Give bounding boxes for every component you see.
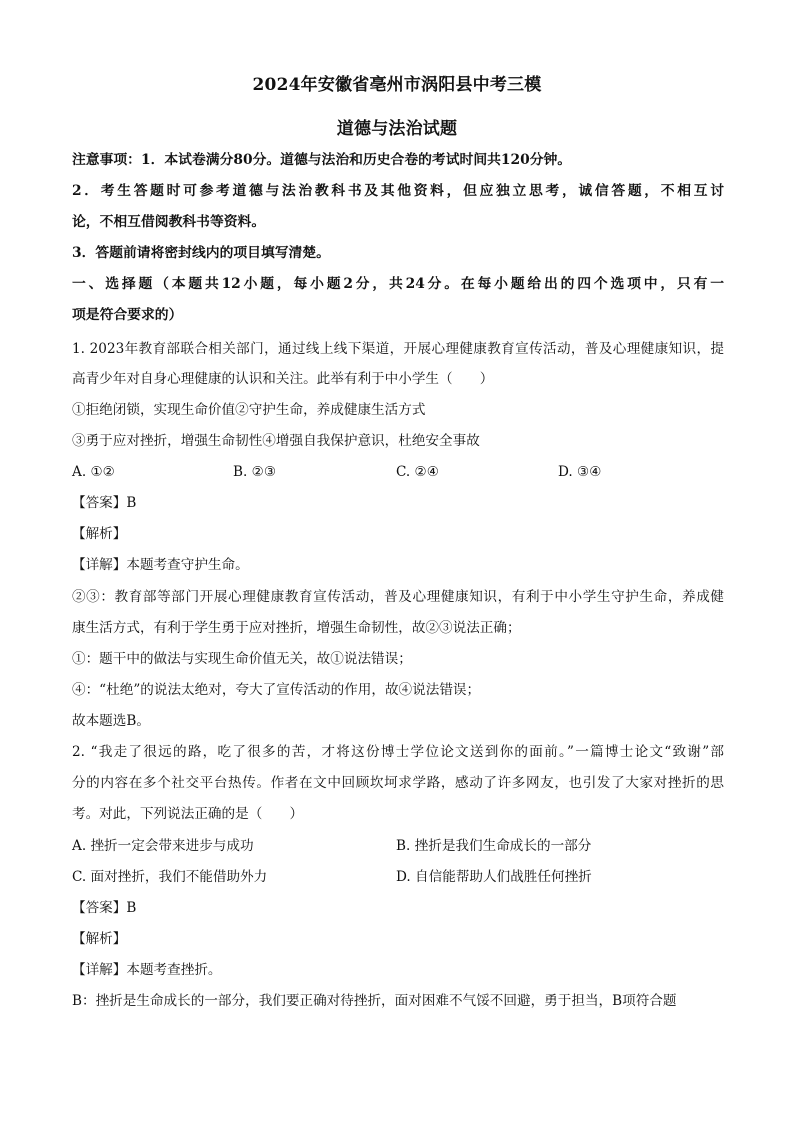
section-heading-line-2: 项是符合要求的） [72, 307, 183, 323]
q1-option-b: B. ②③ [233, 464, 277, 480]
q1-stem-line-2: 高青少年对自身心理健康的认识和关注。此举有利于中小学生（ ） [72, 371, 494, 387]
q1-conclusion: 故本题选B。 [72, 713, 150, 729]
notice-item-1: 注意事项：1．本试卷满分80分。道德与法治和历史合卷的考试时间共120分钟。 [72, 152, 572, 168]
q2-stem-line-1: 2. “我走了很远的路，吃了很多的苦，才将这份博士学位论文送到你的面前。”一篇博士论文“致谢”部 [72, 744, 724, 760]
exam-subject-title: 道德与法治试题 [336, 119, 458, 139]
q1-explanation-line-3: ①：题干中的做法与实现生命价值无关，故①说法错误； [72, 651, 412, 667]
q2-stem-line-3: 考。对此，下列说法正确的是（ ） [72, 806, 304, 822]
q2-explanation-line-1: B：挫折是生命成长的一部分，我们要正确对待挫折，面对困难不气馁不回避，勇于担当，B项符合题 [72, 993, 677, 1009]
q1-option-a: A. ①② [72, 464, 115, 480]
notice-item-2-line-2: 论，不相互借阅教科书等资料。 [72, 214, 266, 230]
q2-option-d: D. 自信能帮助人们战胜任何挫折 [396, 869, 592, 885]
notice-item-3: 3．答题前请将密封线内的项目填写清楚。 [72, 245, 330, 261]
q2-option-c: C. 面对挫折，我们不能借助外力 [72, 869, 268, 885]
q2-stem-line-2: 分的内容在多个社交平台热传。作者在文中回顾坎坷求学路，感动了许多网友，也引发了大家对挫折的思 [72, 775, 724, 791]
q1-explanation-line-4: ④：“杜绝”的说法太绝对，夸大了宣传活动的作用，故④说法错误； [72, 682, 481, 698]
section-heading-line-1: 一、选择题（本题共12小题，每小题2分，共24分。在每小题给出的四个选项中，只有一 [72, 276, 724, 292]
q1-stem-line-1: 1. 2023年教育部联合相关部门，通过线上线下渠道，开展心理健康教育宣传活动，普及心理健康知识，提 [72, 341, 724, 357]
q1-item-line-1: ①拒绝闭锁，实现生命价值②守护生命，养成健康生活方式 [72, 402, 426, 418]
q2-answer: 【答案】B [72, 900, 137, 916]
q1-detail: 【详解】本题考查守护生命。 [72, 557, 249, 573]
q1-explanation-line-1: ②③：教育部等部门开展心理健康教育宣传活动，普及心理健康知识，有利于中小学生守护生命，养成健 [72, 589, 724, 605]
q1-analysis-label: 【解析】 [72, 526, 127, 542]
q1-item-line-2: ③勇于应对挫折，增强生命韧性④增强自我保护意识，杜绝安全事故 [72, 433, 480, 449]
q2-detail: 【详解】本题考查挫折。 [72, 962, 222, 978]
q2-analysis-label: 【解析】 [72, 931, 127, 947]
q2-option-b: B. 挫折是我们生命成长的一部分 [396, 838, 592, 854]
notice-item-2-line-1: 2．考生答题时可参考道德与法治教科书及其他资料，但应独立思考，诚信答题，不相互讨 [72, 183, 724, 199]
exam-title: 2024年安徽省亳州市涡阳县中考三模 [252, 75, 542, 95]
q1-option-d: D. ③④ [558, 464, 602, 480]
q1-explanation-line-2: 康生活方式，有利于学生勇于应对挫折，增强生命韧性，故②③说法正确； [72, 620, 521, 636]
q2-option-a: A. 挫折一定会带来进步与成功 [72, 838, 254, 854]
q1-answer: 【答案】B [72, 495, 137, 511]
q1-option-c: C. ②④ [396, 464, 439, 480]
